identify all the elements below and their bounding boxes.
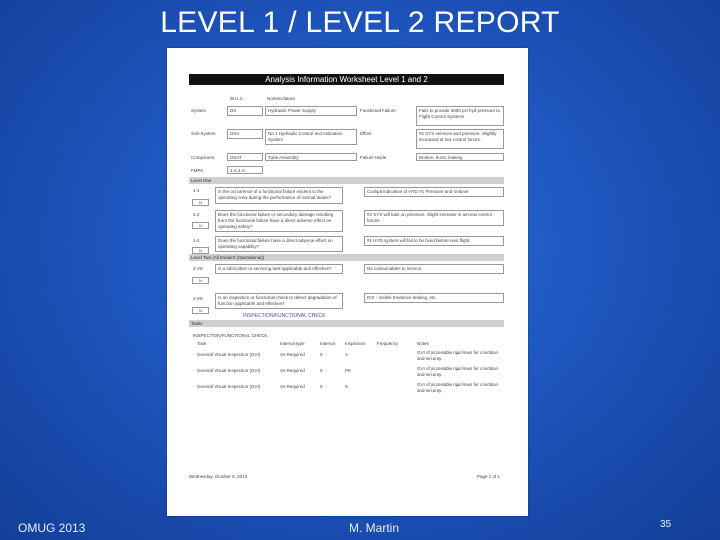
inspection-check-link[interactable]: INSPECTION/FUNCTIONAL CHECK [243,313,326,319]
row-interval: 0 [320,368,323,373]
component-code: DSAT [227,153,263,161]
effect-label: Effect [360,131,372,136]
worksheet-page [167,48,528,516]
subsystem-name: No 1 Hydraulic Control and Indication System [265,129,357,145]
footer-organization: OMUG 2013 [18,521,86,535]
row-interval-type: As Required [280,352,305,357]
q2-number: 1-2 [193,212,200,217]
q1-number: 1-1 [193,188,200,193]
level-two-band: Level Two (All Evident (Operational)) [189,254,504,261]
worksheet-title: Analysis Information Worksheet Level 1 and 2 [189,74,504,85]
effect-text: #2 SYS services and pressure. Slightly increased at low control forces. [416,129,504,149]
q3-answer-text: #1 HYD system will fail to be fixed before next flight. [364,236,504,246]
system-label: System [191,108,207,113]
slide-title: LEVEL 1 / LEVEL 2 REPORT [160,6,560,39]
q3-answer: N [192,247,209,254]
slide-number: 35 [660,519,672,530]
q5-question: Is an inspection or functional check to detect degradation of function applicable and effective? [215,293,343,309]
system-code: DS [227,106,263,116]
row-inspection: PE [345,368,352,373]
q5-answer: N [192,307,209,314]
row-task: General Visual Inspection (GVI) [197,368,261,373]
q4-number: 2-V6 [193,266,203,271]
failure-mode-label: Failure Mode [360,155,387,160]
header-inspection: Inspection [345,341,366,346]
header-notes: Notes [417,341,429,346]
q1-answer-text: Cockpit indication of HYD #1 Pressure and Volume [364,187,504,197]
row-task: General Visual Inspection (GVI) [197,352,261,357]
tasks-title: INSPECTION/FUNCTIONAL CHECK [193,333,268,338]
component-name: Tube Assembly [265,153,357,161]
q5-answer-text: DVI - Visible Evidence leaking, etc. [364,293,504,303]
row-task: General Visual Inspection (GVI) [197,384,261,389]
q5-number: 2-V9 [193,296,203,301]
q4-question: Is a lubrication or servicing task applicable and effective? [215,264,343,274]
header-frequency: Frequency [377,341,399,346]
col-wuc-header: W.U.C. [230,96,245,101]
q2-answer: N [192,222,209,229]
row-interval-type: As Required [280,368,305,373]
col-nomenclature-header: Nomenclature [267,96,296,101]
worksheet-footer-page: Page 1 of 1 [477,474,501,479]
functional-failure-label: Functional Failure [360,108,396,113]
q1-question: Is the occurrence of a functional failure evident to the operating crew during the performance of normal duties? [215,187,343,204]
q4-answer-text: No consumables to service. [364,264,504,274]
fmpa-code: 1.A.1.A [227,166,263,174]
row-inspection: A [345,352,349,357]
failure-mode-text: Broken, burst, leaking [416,153,504,161]
subsystem-code: DSA [227,129,263,139]
row-notes: GVI of accessible rigid lines for condition and security. [417,382,499,393]
row-notes: GVI of accessible rigid lines for condition and security. [417,366,499,377]
q2-question: Does the functional failure or secondary damage resulting from the functional failure have a direct adverse effect on operating safety? [215,210,343,232]
q3-question: Does the functional failure have a direct adverse effect on operating capability? [215,236,343,252]
tasks-band: Tasks [189,320,504,327]
row-interval: 0 [320,352,323,357]
footer-author: M. Martin [349,521,400,535]
row-interval: 0 [320,384,323,389]
header-task: Task [197,341,207,346]
header-interval: Interval [320,341,335,346]
q4-answer: N [192,277,209,284]
component-label: Component [191,155,215,160]
subsystem-label: Sub-System [191,131,216,136]
row-interval-type: As Required [280,384,305,389]
functional-failure-text: Fails to provide 3000 psi hyd pressure to Flight Control Systems [416,106,504,126]
worksheet-footer-date: Wednesday, October 9, 2013 [189,474,248,479]
row-notes: GVI of accessible rigid lines for condition and security. [417,350,499,361]
q1-answer: N [192,199,209,206]
q2-answer-text: #2 SYS will take on pressure. Slight increase in aircrew control forces. [364,210,504,226]
system-name: Hydraulic Power Supply [265,106,357,116]
q3-number: 1-4 [193,238,200,243]
row-inspection: S [345,384,349,389]
header-interval-type: Interval type [280,341,305,346]
level-one-band: Level One [189,177,504,184]
fmpa-label: FMPA [191,168,204,173]
